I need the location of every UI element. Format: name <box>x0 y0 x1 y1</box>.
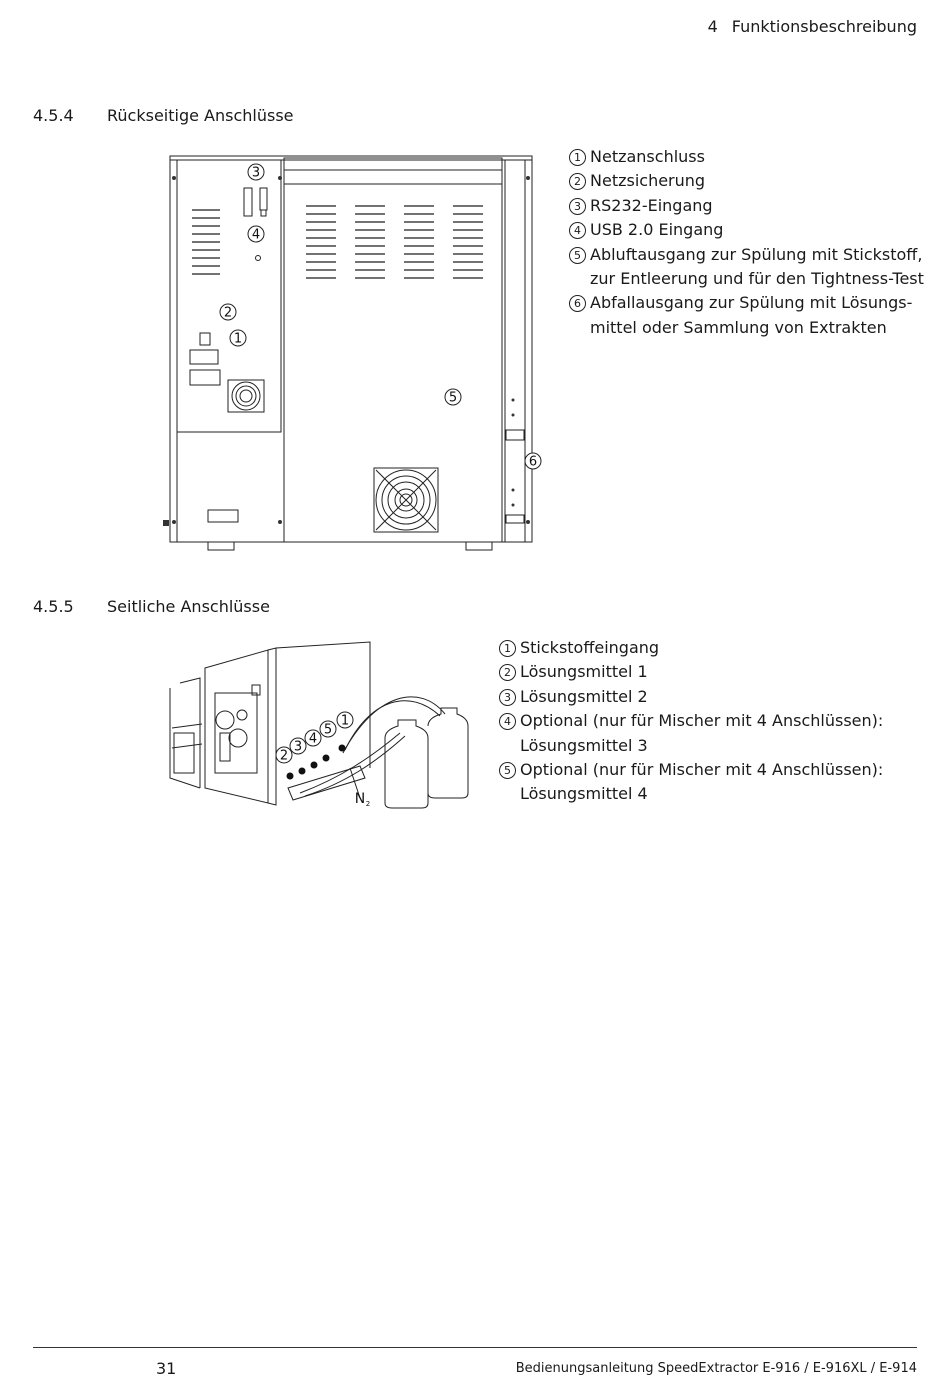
legend-text: Lösungsmittel 2 <box>520 686 648 706</box>
legend-item <box>569 169 924 193</box>
callout-4 <box>248 226 264 243</box>
svg-text:4: 4 <box>251 227 261 243</box>
callout-1 <box>230 330 246 347</box>
callout-5 <box>445 389 461 406</box>
manual-title: Bedienungsanleitung SpeedExtractor E-916 / E-916XL / E-914 <box>515 1361 917 1376</box>
svg-text:1: 1 <box>340 713 350 729</box>
legend-text: Abluftausgang zur Spülung mit Stickstoff, <box>590 244 923 264</box>
legend-number: 3 <box>499 689 516 706</box>
legend-item <box>569 291 924 315</box>
legend-text: Netzsicherung <box>590 171 706 191</box>
callout-1 <box>337 712 353 729</box>
svg-text:4: 4 <box>308 731 318 747</box>
chapter-title: Funktionsbeschreibung <box>731 17 917 36</box>
legend-text: Stickstoffeingang <box>520 638 660 657</box>
callout-3 <box>248 164 264 181</box>
svg-text:3: 3 <box>251 165 261 181</box>
legend-text: Abfallausgang zur Spülung mit Lösungs- <box>590 293 913 313</box>
legend-number: 2 <box>499 664 516 681</box>
legend-text: USB 2.0 Eingang <box>590 220 724 240</box>
legend-item <box>499 709 883 733</box>
rear-connections-legend <box>569 145 924 340</box>
section-number: 4.5.5 <box>33 597 74 616</box>
legend-item <box>499 636 883 660</box>
svg-text:5: 5 <box>448 390 458 406</box>
legend-number: 3 <box>569 198 586 215</box>
svg-text:6: 6 <box>528 454 538 470</box>
legend-text: Optional (nur für Mischer mit 4 Anschlüssen): <box>520 760 884 780</box>
legend-text-continued: Lösungsmittel 3 <box>520 735 648 755</box>
legend-number: 5 <box>499 762 516 779</box>
legend-item <box>569 243 924 267</box>
legend-number: 2 <box>569 173 586 190</box>
legend-number: 4 <box>569 222 586 239</box>
section-title: Seitliche Anschlüsse <box>107 597 270 616</box>
legend-number: 5 <box>569 247 586 264</box>
callout-2 <box>220 304 236 321</box>
legend-item <box>499 660 883 684</box>
legend-item <box>569 145 924 169</box>
legend-text: Netzanschluss <box>590 147 705 166</box>
rear-connections-figure <box>160 150 550 555</box>
nitrogen-label <box>355 791 370 808</box>
section-number: 4.5.4 <box>33 106 74 125</box>
svg-text:5: 5 <box>323 722 333 738</box>
callout-6 <box>525 453 541 470</box>
svg-text:3: 3 <box>293 739 303 755</box>
legend-text: RS232-Eingang <box>590 195 713 215</box>
legend-number: 1 <box>499 640 516 657</box>
footer-divider <box>33 1347 917 1348</box>
legend-text: Optional (nur für Mischer mit 4 Anschlüssen): <box>520 711 884 731</box>
legend-item <box>569 194 924 218</box>
svg-text:2: 2 <box>223 305 233 321</box>
legend-item <box>499 685 883 709</box>
legend-item <box>499 758 883 782</box>
svg-text:N: N <box>354 791 366 807</box>
legend-text-continued: Lösungsmittel 4 <box>520 784 648 804</box>
legend-text-continued: zur Entleerung und für den Tightness-Test <box>590 269 924 289</box>
callout-2 <box>276 747 292 764</box>
svg-text:2: 2 <box>365 800 371 808</box>
callout-3 <box>290 738 306 755</box>
side-connections-figure <box>160 638 480 813</box>
legend-item <box>569 218 924 242</box>
side-connections-legend <box>499 636 883 807</box>
svg-text:2: 2 <box>279 748 289 764</box>
chapter-number: 4 <box>707 17 718 36</box>
legend-text: Lösungsmittel 1 <box>520 662 648 682</box>
running-header <box>708 17 917 36</box>
callout-4 <box>305 730 321 747</box>
page-number: 31 <box>156 1359 177 1378</box>
svg-text:1: 1 <box>233 331 243 347</box>
legend-text-continued: mittel oder Sammlung von Extrakten <box>590 317 887 337</box>
legend-number: 6 <box>569 295 586 312</box>
section-title: Rückseitige Anschlüsse <box>107 106 294 125</box>
legend-number: 4 <box>499 713 516 730</box>
callout-5 <box>320 721 336 738</box>
legend-number: 1 <box>569 149 586 166</box>
